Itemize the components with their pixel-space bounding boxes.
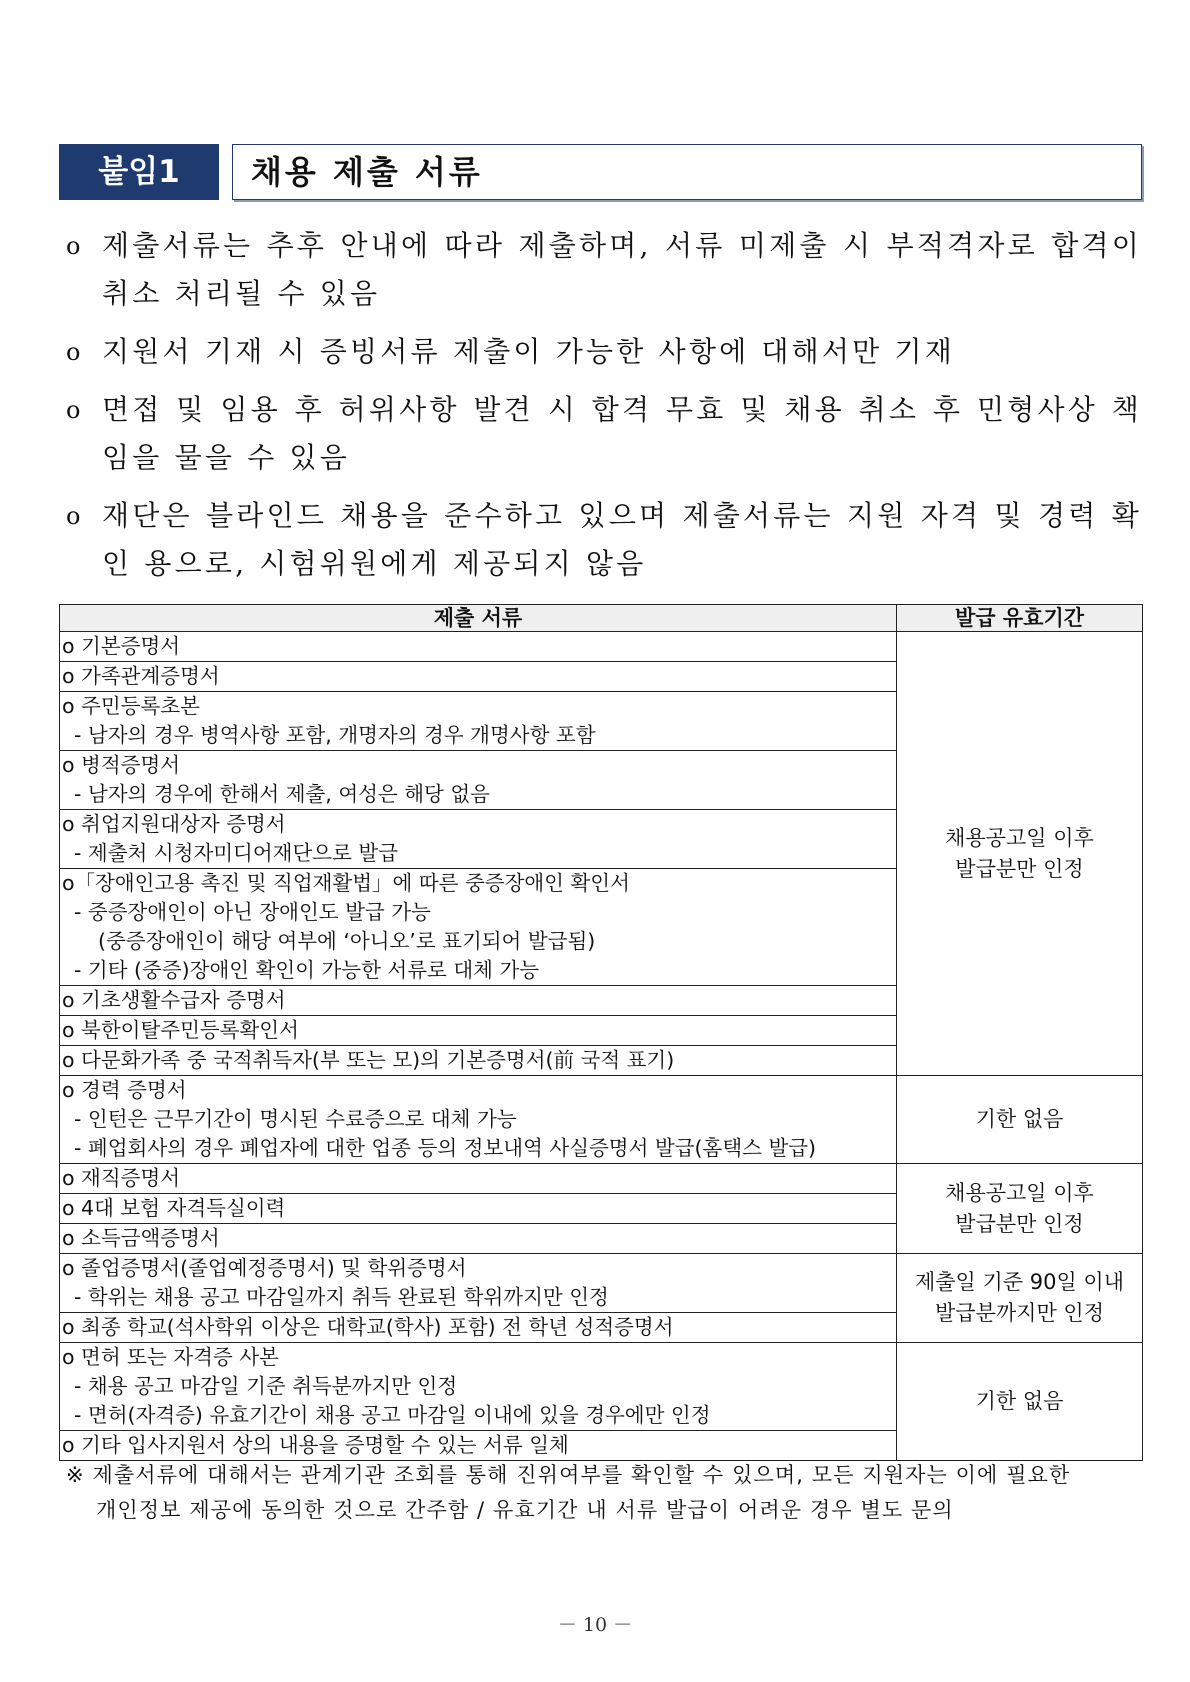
table-row: o「장애인고용 촉진 및 직업재활법」에 따른 중증장애인 확인서 - 중증장애인이 아닌 장애인도 발급 가능 (중증장애인이 해당 여부에 ‘아니오’로 표기되어 발급됨) - 기타 (중증)장애인 확인이 가능한 서류로 대체 가능 bbox=[60, 869, 1143, 986]
bullet-item: o 면접 및 임용 후 허위사항 발견 시 합격 무효 및 채용 취소 후 민형사상 책임을 물을 수 있음 bbox=[66, 393, 1142, 474]
footnote bbox=[66, 1458, 1142, 1528]
table-row: o 최종 학교(석사학위 이상은 대학교(학사) 포함) 전 학년 성적증명서 bbox=[60, 1313, 1143, 1343]
table-row: o 경력 증명서 - 인턴은 근무기간이 명시된 수료증으로 대체 가능 - 폐업회사의 경우 폐업자에 대한 업종 등의 정보내역 사실증명서 발급(홈택스 발급) 기한 없음 bbox=[60, 1076, 1143, 1164]
bullet-item: o 재단은 블라인드 채용을 준수하고 있으며 제출서류는 지원 자격 및 경력 확인 용으로, 시험위원에게 제공되지 않음 bbox=[66, 499, 1142, 580]
validity-cell: 채용공고일 이후 발급분만 인정 bbox=[897, 1164, 1143, 1254]
bullet-item: o 제출서류는 추후 안내에 따라 제출하며, 서류 미제출 시 부적격자로 합격이 취소 처리될 수 있음 bbox=[66, 229, 1142, 310]
bullet-item: o 지원서 기재 시 증빙서류 제출이 가능한 사항에 대해서만 기재 bbox=[66, 335, 956, 368]
table-row: o 취업지원대상자 증명서 - 제출처 시청자미디어재단으로 발급 bbox=[60, 810, 1143, 869]
validity-cell: 기한 없음 bbox=[897, 1343, 1143, 1461]
table-row: o 기본증명서 채용공고일 이후 발급분만 인정 bbox=[60, 632, 1143, 662]
validity-cell: 채용공고일 이후 발급분만 인정 bbox=[897, 632, 1143, 1076]
bullet-list bbox=[66, 222, 1142, 598]
footnote-line: 개인정보 제공에 동의한 것으로 간주함 / 유효기간 내 서류 발급이 어려운 경우 별도 문의 bbox=[96, 1498, 954, 1522]
title-box bbox=[232, 144, 1142, 200]
table-row: o 기타 입사지원서 상의 내용을 증명할 수 있는 서류 일체 bbox=[60, 1431, 1143, 1461]
table-row: o 면허 또는 자격증 사본 - 채용 공고 마감일 기준 취득분까지만 인정 - 면허(자격증) 유효기간이 채용 공고 마감일 이내에 있을 경우에만 인정 기한 없음 bbox=[60, 1343, 1143, 1431]
table-row: o 주민등록초본 - 남자의 경우 병역사항 포함, 개명자의 경우 개명사항 포함 bbox=[60, 692, 1143, 751]
table-row: o 4대 보험 자격득실이력 bbox=[60, 1194, 1143, 1224]
table-row: o 북한이탈주민등록확인서 bbox=[60, 1016, 1143, 1046]
page-title: 채용 제출 서류 bbox=[251, 153, 483, 191]
table-row: o 졸업증명서(졸업예정증명서) 및 학위증명서 - 학위는 채용 공고 마감일까지 취득 완료된 학위까지만 인정 제출일 기준 90일 이내 발급분까지만 인정 bbox=[60, 1254, 1143, 1313]
table-row: o 기초생활수급자 증명서 bbox=[60, 986, 1143, 1016]
table-row: o 병적증명서 - 남자의 경우에 한해서 제출, 여성은 해당 없음 bbox=[60, 751, 1143, 810]
validity-cell: 기한 없음 bbox=[897, 1076, 1143, 1164]
table-row: o 가족관계증명서 bbox=[60, 662, 1143, 692]
header-documents: 제출 서류 bbox=[60, 605, 897, 632]
attachment-badge: 붙임1 bbox=[59, 144, 219, 200]
bullet-text: 재단은 블라인드 채용을 준수하고 있으며 제출서류는 지원 자격 및 경력 확인 용으로, 시험위원에게 제공되지 않음 bbox=[102, 499, 1142, 580]
footnote-line: ※ 제출서류에 대해서는 관계기관 조회를 통해 진위여부를 확인할 수 있으며, 모든 지원자는 이에 필요한 bbox=[66, 1463, 1071, 1487]
table-header-row bbox=[60, 605, 1143, 632]
header-validity: 발급 유효기간 bbox=[897, 605, 1143, 632]
table-row: o 재직증명서 채용공고일 이후 발급분만 인정 bbox=[60, 1164, 1143, 1194]
page-number: － 10 － bbox=[557, 1614, 633, 1636]
validity-cell: 제출일 기준 90일 이내 발급분까지만 인정 bbox=[897, 1254, 1143, 1343]
documents-table bbox=[59, 604, 1143, 1461]
section-header bbox=[59, 144, 1142, 200]
bullet-text: 지원서 기재 시 증빙서류 제출이 가능한 사항에 대해서만 기재 bbox=[102, 335, 956, 368]
table-row: o 소득금액증명서 bbox=[60, 1224, 1143, 1254]
bullet-text: 제출서류는 추후 안내에 따라 제출하며, 서류 미제출 시 부적격자로 합격이 취소 처리될 수 있음 bbox=[102, 229, 1142, 310]
table-row: o 다문화가족 중 국적취득자(부 또는 모)의 기본증명서(前 국적 표기) bbox=[60, 1046, 1143, 1076]
bullet-text: 면접 및 임용 후 허위사항 발견 시 합격 무효 및 채용 취소 후 민형사상 책임을 물을 수 있음 bbox=[102, 393, 1142, 474]
